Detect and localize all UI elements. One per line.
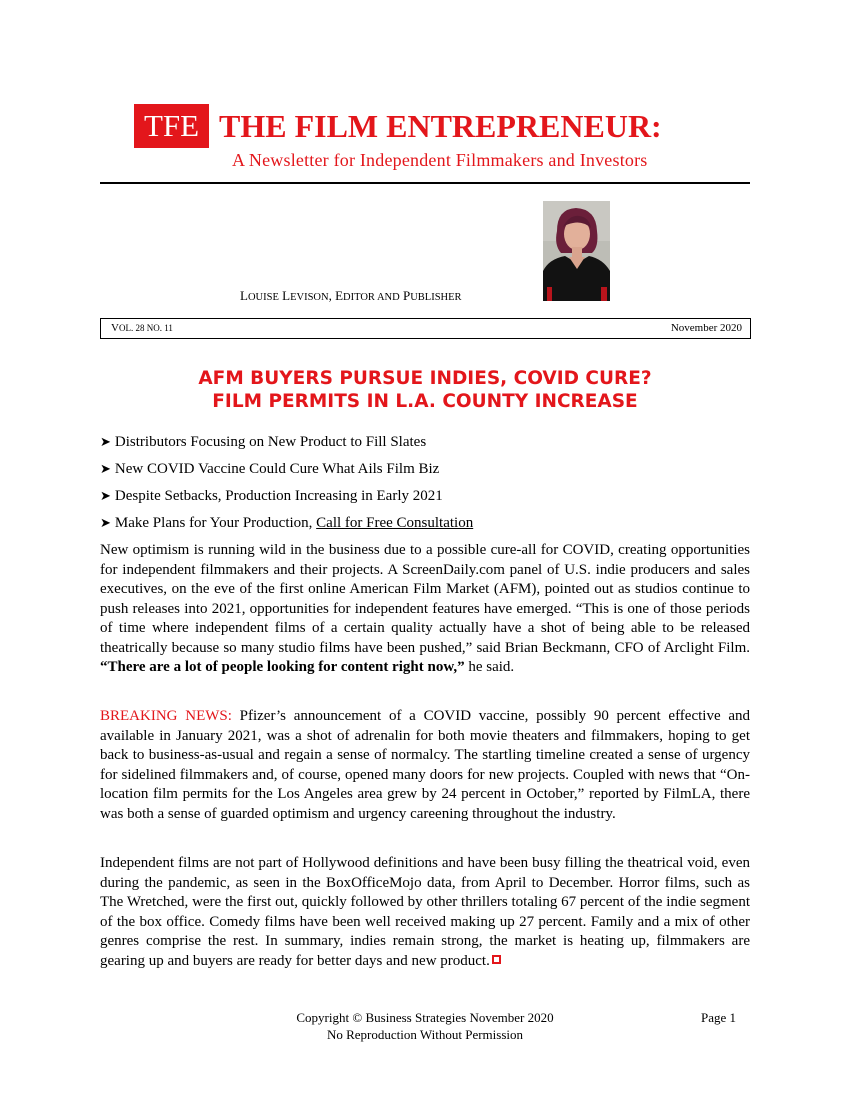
list-item: ➤ Make Plans for Your Production, Call for Free Consultation <box>100 515 474 531</box>
article-paragraph-2: BREAKING NEWS: Pfizer’s announcement of a COVID vaccine, possibly 90 percent effective and available in January 2021, was a shot of adrenalin for both movie theaters and filmmakers, hoping to get back to business-as-usual and regain a sense of normalcy. The startling timeline created a sense of urgency for sidelined filmmakers and, of course, opened many doors for new projects. Coupled with news that “On-location film permits for the Los Angeles area grew by 24 percent in October,” reported by FilmLA, there was both a sense of guarded optimism and urgency careening throughout the industry. <box>100 708 750 822</box>
end-of-article-icon <box>492 955 501 964</box>
editor-portrait-graphic <box>543 201 610 301</box>
issue-bar <box>100 318 751 339</box>
masthead-divider <box>100 182 750 184</box>
free-consultation-link[interactable]: Call for Free Consultation <box>316 515 474 531</box>
headline-line-1: AFM BUYERS PURSUE INDIES, COVID CURE? <box>198 368 652 389</box>
list-item: ➤ New COVID Vaccine Could Cure What Ails Film Biz <box>100 461 440 477</box>
newsletter-subtitle: A Newsletter for Independent Filmmakers and Investors <box>232 150 648 170</box>
breaking-news-label: BREAKING NEWS: <box>100 708 232 724</box>
editor-portrait <box>543 201 610 301</box>
article-paragraph-1: New optimism is running wild in the business due to a possible cure-all for COVID, creating opportunities for independent filmmakers and their projects. A ScreenDaily.com panel of U.S. indie producers and sales executives, on the eve of the first online American Film Market (AFM), pointed out as studios continue to push releases into 2021, opportunities for independent features have emerged. “This is one of those periods of time where independent films of a certain quality actually have a shot of being able to be released theatrically because so many studio films have been pushed,” said Brian Beckmann, CFO of Arclight Film. “There are a lot of people looking for content right now,” he said. <box>100 542 750 675</box>
issue-date: November 2020 <box>670 322 742 334</box>
headline-line-2: FILM PERMITS IN L.A. COUNTY INCREASE <box>212 391 638 412</box>
arrowhead-bullet-icon: ➤ <box>100 489 111 504</box>
copyright-notice: Copyright © Business Strategies November 2020 <box>296 1010 554 1025</box>
bullet-list <box>100 429 750 537</box>
list-item: ➤ Despite Setbacks, Production Increasing in Early 2021 <box>100 488 443 504</box>
page-footer <box>100 1009 750 1043</box>
quote-highlight: “There are a lot of people looking for content right now,” <box>100 659 465 675</box>
page-number: Page 1 <box>700 1010 736 1025</box>
volume-number: VOL. 28 NO. 11 <box>111 322 173 334</box>
list-item: ➤ Distributors Focusing on New Product to Fill Slates <box>100 434 427 450</box>
newsletter-title: THE FILM ENTREPRENEUR: <box>219 108 662 144</box>
article-headline <box>100 367 750 413</box>
editor-credit: LOUISE LEVISON, EDITOR AND PUBLISHER <box>240 288 462 303</box>
arrowhead-bullet-icon: ➤ <box>100 516 111 531</box>
article-paragraph-3: Independent films are not part of Hollywood definitions and have been busy filling the theatrical void, even during the pandemic, as seen in the BoxOfficeMojo data, from April to December. Horror films, such as The Wretched, were the first out, quickly followed by other thrillers totaling 67 percent of the indie segment of the box office. Comedy films have been well received making up 27 percent. Family and a mix of other genres comprise the rest. In summary, indies remain strong, the market is heating up, filmmakers are gearing up and buyers are ready for better days and new product. <box>100 855 750 969</box>
tfe-logo: TFE <box>134 104 209 148</box>
reproduction-notice: No Reproduction Without Permission <box>326 1027 524 1042</box>
arrowhead-bullet-icon: ➤ <box>100 462 111 477</box>
arrowhead-bullet-icon: ➤ <box>100 435 111 450</box>
